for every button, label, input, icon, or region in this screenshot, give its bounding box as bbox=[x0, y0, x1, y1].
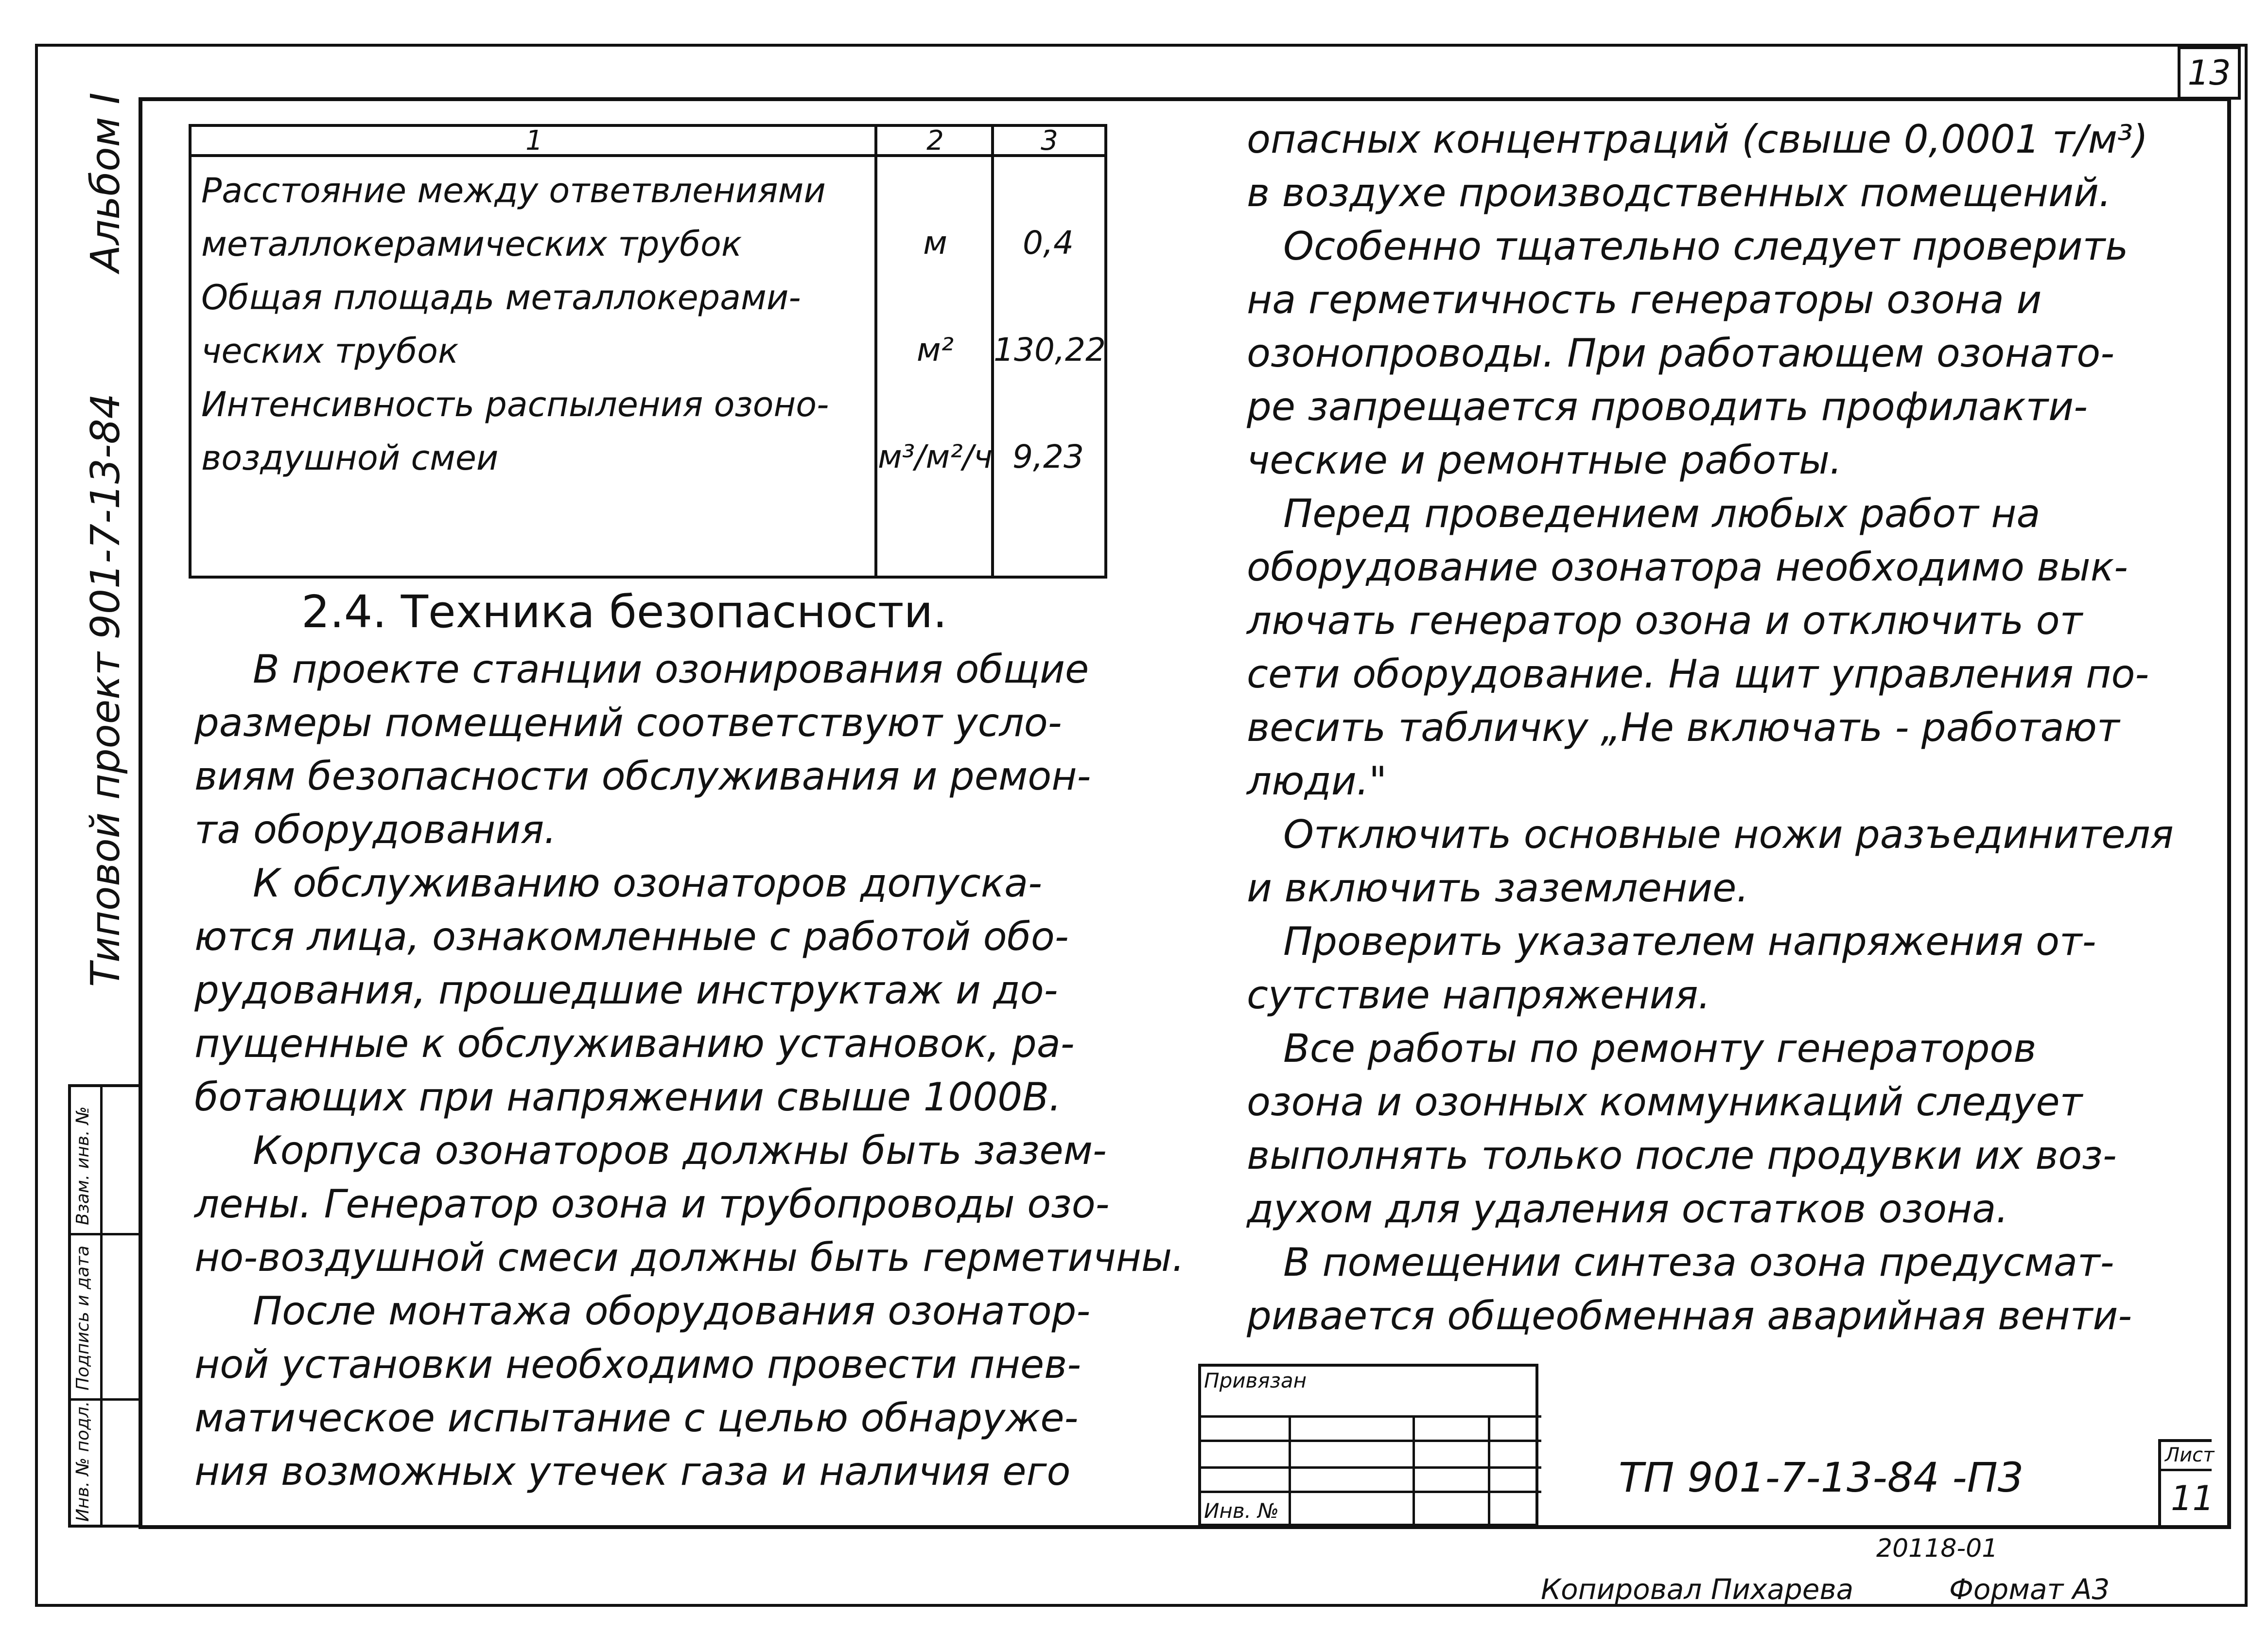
paragraph-line: Особенно тщательно следует проверить bbox=[1283, 224, 2128, 269]
paragraph-line: оборудование озонатора необходимо вык- bbox=[1247, 545, 2128, 590]
strip-label-sign: Подпись и дата bbox=[73, 1245, 93, 1390]
paragraph-line: ботающих при напряжении свыше 1000В. bbox=[194, 1074, 1062, 1120]
list-number: 11 bbox=[2171, 1478, 2215, 1518]
table-value: 9,23 bbox=[1012, 438, 1084, 475]
paragraph-line: Проверить указателем напряжения от- bbox=[1283, 919, 2096, 964]
sheet-list-box bbox=[2158, 1439, 2215, 1527]
table-row-text: металлокерамических трубок bbox=[201, 224, 742, 264]
paragraph-line: ются лица, ознакомленные с работой обо- bbox=[194, 914, 1069, 959]
section-heading: 2.4. Техника безопасности. bbox=[301, 586, 947, 638]
order-number: 20118-01 bbox=[1876, 1534, 1998, 1563]
paragraph-line: озона и озонных коммуникаций следует bbox=[1247, 1079, 2083, 1125]
paragraph-line: сутствие напряжения. bbox=[1247, 972, 1710, 1018]
table-value: 0,4 bbox=[1023, 224, 1074, 262]
paragraph-line: но-воздушной смеси должны быть герметичны. bbox=[194, 1235, 1185, 1280]
paragraph-line: та оборудования. bbox=[194, 807, 557, 852]
paragraph-line: ре запрещается проводить профилакти- bbox=[1247, 384, 2088, 429]
paragraph-line: ческие и ремонтные работы. bbox=[1247, 438, 1842, 483]
paragraph-line: Перед проведением любых работ на bbox=[1283, 491, 2041, 536]
paragraph-line: озонопроводы. При работающем озонато- bbox=[1247, 331, 2115, 376]
table-unit: м bbox=[923, 224, 947, 262]
paragraph-line: После монтажа оборудования озонатор- bbox=[253, 1288, 1091, 1334]
list-label: Лист bbox=[2165, 1444, 2215, 1466]
project-label: Типовой проект 901-7-13-84 bbox=[83, 393, 129, 987]
stamp-inv: Инв. № bbox=[1204, 1499, 1279, 1523]
table-row-text: Общая площадь металлокерами- bbox=[201, 278, 801, 317]
paragraph-line: К обслуживанию озонаторов допуска- bbox=[253, 861, 1042, 906]
paragraph-line: опасных концентраций (свыше 0,0001 т/м³) bbox=[1247, 117, 2148, 162]
table-value: 130,22 bbox=[994, 331, 1106, 369]
strip-label-inv: Инв. № подл. bbox=[73, 1401, 93, 1522]
paragraph-line: Все работы по ремонту генераторов bbox=[1283, 1026, 2037, 1071]
table-unit: м² bbox=[916, 331, 954, 369]
header-cell: 3 bbox=[1041, 124, 1058, 157]
header-cell: 1 bbox=[525, 124, 543, 157]
album-label: Альбом I bbox=[83, 92, 129, 272]
paragraph-line: ривается общеобменная аварийная венти- bbox=[1247, 1293, 2132, 1338]
paragraph-line: Отключить основные ножи разъединителя bbox=[1283, 812, 2174, 857]
table-row-text: воздушной смеи bbox=[201, 438, 499, 478]
paragraph-line: рудования, прошедшие инструктаж и до- bbox=[194, 968, 1058, 1013]
paragraph-line: виям безопасности обслуживания и ремон- bbox=[194, 754, 1091, 799]
paragraph-line: пущенные к обслуживанию установок, ра- bbox=[194, 1021, 1075, 1066]
paragraph-line: матическое испытание с целью обнаруже- bbox=[194, 1395, 1079, 1441]
strip-label-replace: Взам. инв. № bbox=[73, 1106, 93, 1225]
paragraph-line: Корпуса озонаторов должны быть зазем- bbox=[253, 1128, 1107, 1173]
sheet-number: 13 bbox=[2178, 46, 2241, 100]
paragraph-line: люди." bbox=[1247, 758, 1387, 804]
paragraph-line: ния возможных утечек газа и наличия его bbox=[194, 1449, 1071, 1494]
document-code: ТП 901-7-13-84 -П3 bbox=[1619, 1454, 2024, 1501]
paragraph-line: весить табличку „Не включать - работают bbox=[1247, 705, 2120, 750]
table-unit: м³/м²/ч bbox=[878, 438, 993, 475]
copied-by: Копировал Пихарева bbox=[1541, 1573, 1854, 1606]
paper-format: Формат А3 bbox=[1949, 1573, 2110, 1606]
stamp-privyazan: Привязан bbox=[1204, 1369, 1307, 1392]
table-header bbox=[192, 124, 1104, 157]
paragraph-line: размеры помещений соответствуют усло- bbox=[194, 700, 1062, 745]
paragraph-line: на герметичность генераторы озона и bbox=[1247, 277, 2042, 322]
paragraph-line: духом для удаления остатков озона. bbox=[1247, 1186, 2008, 1231]
table-row-text: ческих трубок bbox=[201, 331, 459, 371]
table-row-text: Расстояние между ответвлениями bbox=[201, 171, 826, 211]
paragraph-line: лючать генератор озона и отключить от bbox=[1247, 598, 2083, 643]
spec-table bbox=[189, 124, 1107, 579]
paragraph-line: и включить заземление. bbox=[1247, 865, 1749, 911]
binding-stamp bbox=[1198, 1364, 1538, 1527]
paragraph-line: ной установки необходимо провести пнев- bbox=[194, 1342, 1082, 1387]
paragraph-line: выполнять только после продувки их воз- bbox=[1247, 1133, 2117, 1178]
paragraph-line: В проекте станции озонирования общие bbox=[253, 647, 1089, 692]
paragraph-line: лены. Генератор озона и трубопроводы озо- bbox=[194, 1181, 1110, 1227]
paragraph-line: в воздухе производственных помещений. bbox=[1247, 170, 2111, 215]
table-row-text: Интенсивность распыления озоно- bbox=[201, 385, 829, 424]
header-cell: 2 bbox=[926, 124, 944, 157]
paragraph-line: В помещении синтеза озона предусмат- bbox=[1283, 1240, 2114, 1285]
paragraph-line: сети оборудование. На щит управления по- bbox=[1247, 651, 2149, 697]
